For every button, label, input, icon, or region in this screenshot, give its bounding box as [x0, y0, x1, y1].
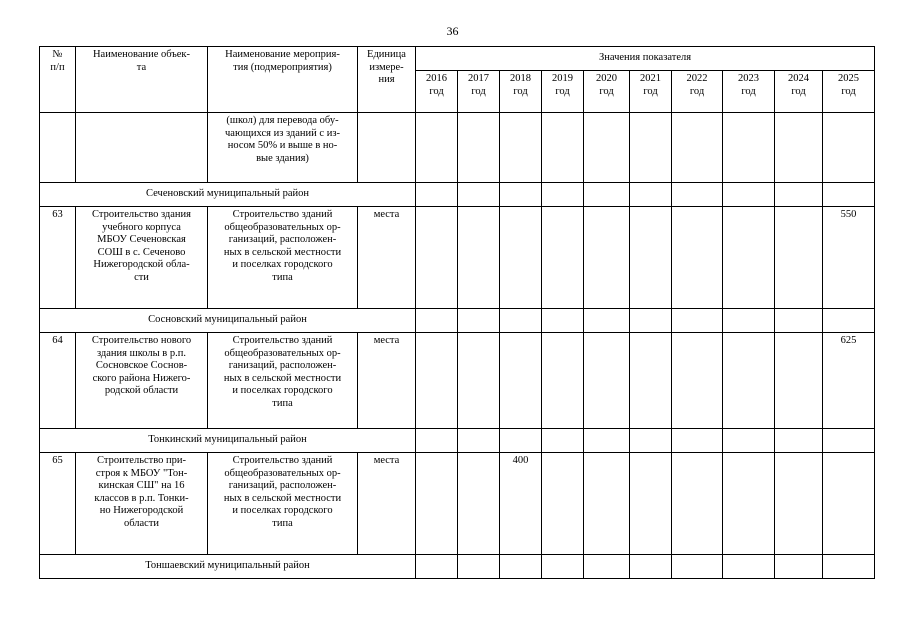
district-row — [40, 429, 875, 453]
cell-measure: Строительство зданий общеобразовательных ор- ганизаций, расположен- ных в сельской местности и поселках городского типа — [208, 207, 358, 309]
district-row — [40, 309, 875, 333]
cell-num: 64 — [40, 333, 76, 429]
cell-value — [775, 453, 823, 555]
header-values-title: Значения показателя — [416, 47, 875, 71]
cell-object: Строительство при- строя к МБОУ "Тон- кинская СШ" на 16 классов в р.п. Тонки- но Нижегородской области — [76, 453, 208, 555]
header-unit: Единица измере- ния — [358, 47, 416, 113]
header-year: 2022 год — [672, 71, 723, 113]
district-name: Тоншаевский муниципальный район — [40, 555, 416, 579]
cell-object — [76, 113, 208, 183]
cell-unit: места — [358, 333, 416, 429]
cell-value — [823, 453, 875, 555]
district-name: Сеченовский муниципальный район — [40, 183, 416, 207]
cell-value — [458, 453, 500, 555]
cell-measure: Строительство зданий общеобразовательных ор- ганизаций, расположен- ных в сельской местности и поселках городского типа — [208, 333, 358, 429]
table-row — [40, 113, 875, 183]
indicator-table — [39, 46, 875, 579]
cell-value — [416, 453, 458, 555]
header-year: 2020 год — [584, 71, 630, 113]
cell-value — [723, 207, 775, 309]
cell-value — [723, 333, 775, 429]
table-row — [40, 453, 875, 555]
header-year: 2024 год — [775, 71, 823, 113]
cell-value — [630, 207, 672, 309]
cell-value — [584, 453, 630, 555]
cell-num: 63 — [40, 207, 76, 309]
header-year: 2019 год — [542, 71, 584, 113]
header-year: 2017 год — [458, 71, 500, 113]
cell-value — [630, 333, 672, 429]
cell-value — [542, 453, 584, 555]
cell-value — [542, 207, 584, 309]
district-name: Сосновский муниципальный район — [40, 309, 416, 333]
cell-unit: места — [358, 453, 416, 555]
header-object-name: Наименование объек- та — [76, 47, 208, 113]
header-year: 2025 год — [823, 71, 875, 113]
cell-value — [458, 207, 500, 309]
table-row — [40, 207, 875, 309]
district-row — [40, 555, 875, 579]
district-name: Тонкинский муниципальный район — [40, 429, 416, 453]
cell-num — [40, 113, 76, 183]
table-row — [40, 333, 875, 429]
header-year: 2023 год — [723, 71, 775, 113]
cell-value — [500, 207, 542, 309]
header-year: 2016 год — [416, 71, 458, 113]
header-year: 2021 год — [630, 71, 672, 113]
cell-measure: Строительство зданий общеобразовательных ор- ганизаций, расположен- ных в сельской местности и поселках городского типа — [208, 453, 358, 555]
cell-value — [723, 453, 775, 555]
cell-value — [672, 453, 723, 555]
cell-value — [542, 333, 584, 429]
cell-value — [672, 207, 723, 309]
cell-object: Строительство нового здания школы в р.п. Сосновское Соснов- ского района Нижего- родской области — [76, 333, 208, 429]
cell-value — [500, 333, 542, 429]
header-year: 2018 год — [500, 71, 542, 113]
cell-value: 400 — [500, 453, 542, 555]
cell-value — [584, 333, 630, 429]
cell-value — [584, 207, 630, 309]
cell-num: 65 — [40, 453, 76, 555]
cell-measure: (школ) для перевода обу- чающихся из зданий с из- носом 50% и выше в но- вые здания) — [208, 113, 358, 183]
cell-value — [775, 207, 823, 309]
cell-value — [416, 207, 458, 309]
cell-value — [775, 333, 823, 429]
cell-unit: места — [358, 207, 416, 309]
header-measure-name: Наименование мероприя- тия (подмероприятия) — [208, 47, 358, 113]
header-num: № п/п — [40, 47, 76, 113]
page-number: 36 — [446, 24, 459, 38]
cell-value — [458, 333, 500, 429]
district-row — [40, 183, 875, 207]
cell-object: Строительство здания учебного корпуса МБОУ Сеченовская СОШ в с. Сеченово Нижегородской обла- сти — [76, 207, 208, 309]
cell-value — [630, 453, 672, 555]
cell-value — [416, 333, 458, 429]
cell-value — [672, 333, 723, 429]
cell-value: 550 — [823, 207, 875, 309]
cell-value: 625 — [823, 333, 875, 429]
cell-unit — [358, 113, 416, 183]
